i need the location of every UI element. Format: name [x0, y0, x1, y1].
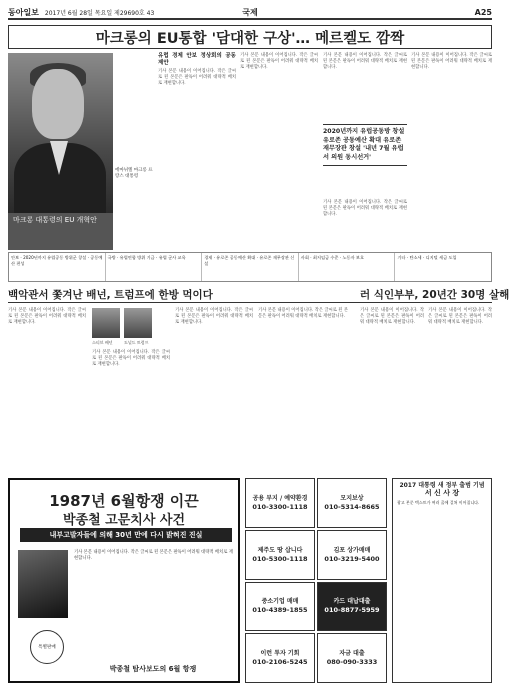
policy-cell: 경제 · 유로존 공동예산 확대 · 유로존 재무장관 신설	[202, 253, 299, 281]
book-cover-image	[18, 550, 68, 618]
trump-photo	[124, 308, 152, 338]
policy-cell: 사회 · 최저임금 수준 · 노동자 보호	[299, 253, 396, 281]
bannon-caption: 스티브 배넌	[92, 340, 113, 345]
ad-footer: 박종철 탐사보도의 6월 항쟁	[109, 665, 197, 673]
second-story-col-1: 기사 본문 내용이 이어집니다. 작은 글씨로 된 본문은 판독이 어려워 대략적 배치로 재현합니다.	[8, 308, 86, 325]
ad-phone: 010-5314-8665	[324, 502, 380, 511]
ad-line: 모지보상	[340, 494, 364, 502]
top-story-col-4: 기사 본문 내용이 이어집니다. 작은 글씨로 된 본문은 판독이 어려워 대략적 배치로 재현합니다.	[411, 53, 492, 70]
bannon-photo	[92, 308, 120, 338]
ad-phone: 010-3300-1118	[252, 502, 308, 511]
ad-line: 중소기업 매매	[261, 598, 299, 606]
ad-phone: 080-090-3333	[326, 658, 378, 667]
ad-phone: 010-5300-1118	[252, 554, 308, 563]
classified-ad	[245, 633, 315, 683]
issue-date: 2017년 6월 28일 목요일 제29690호 43	[44, 9, 155, 17]
third-story-col-1: 기사 본문 내용이 이어집니다. 작은 글씨로 된 본문은 판독이 어려워 대략적 배치로 재현합니다.	[360, 308, 424, 325]
top-story-col-3b: 기사 본문 내용이 이어집니다. 작은 글씨로 된 본문은 판독이 어려워 대략적 배치로 재현합니다.	[323, 200, 407, 217]
ad-body-text: 기사 본문 내용이 이어집니다. 작은 글씨로 된 본문은 판독이 어려워 대략적 배치로 재현합니다.	[74, 550, 233, 561]
section-rule	[8, 302, 492, 303]
third-story-col-2: 기사 본문 내용이 이어집니다. 작은 글씨로 된 본문은 판독이 어려워 대략적 배치로 재현합니다.	[428, 308, 492, 325]
ad-line: 카드 대납대출	[333, 598, 371, 606]
page-number: A25	[474, 7, 492, 17]
photo-side-caption: 에마뉘엘 마크롱 프랑스 대통령	[115, 168, 153, 179]
section-label: 국제	[242, 7, 258, 17]
top-story-pullquote: 2020년까지 유럽공동방 창설 유로존 공동예산 확대 유로존 재무장관 창설 '내년 7월 유럽서 의원 동시선거'	[323, 124, 407, 166]
ad-line: 공용 부지 / 예약환경	[252, 494, 308, 502]
ad-phone: 010-2106-5245	[252, 658, 308, 667]
classified-ad	[245, 582, 315, 632]
classified-ads-grid	[245, 478, 387, 683]
policy-cell: 안보 · 2020년까지 유럽공동 방위군 창설 · 공동예산 편성	[9, 253, 106, 281]
notice-body: 광고 본문 텍스트가 여러 줄에 걸쳐 이어집니다.	[397, 500, 480, 505]
photo-caption-box: 마크롱 대통령의 EU 개혁안	[8, 213, 113, 250]
ad-phone: 010-8877-5959	[324, 606, 380, 615]
second-story-col-2: 기사 본문 내용이 이어집니다. 작은 글씨로 된 본문은 판독이 어려워 대략적 배치로 재현합니다.	[92, 350, 170, 367]
ad-stamp: 특별판매	[30, 630, 64, 664]
newspaper-logo: 동아일보	[8, 7, 39, 17]
macron-photo	[8, 53, 113, 213]
notice-title-2: 서 신 사 장	[424, 488, 460, 497]
policy-cell: 국방 · 유럽연합 방위 기금 · 유럽 군사 교육	[106, 253, 203, 281]
classified-ad	[317, 582, 387, 632]
top-story-headline: 마크롱의 EU통합 '담대한 구상'… 메르켈도 깜짝	[8, 25, 492, 49]
top-story-col-2: 기사 본문 내용이 이어집니다. 작은 글씨로 된 본문은 판독이 어려워 대략적 배치로 재현합니다.	[240, 53, 318, 70]
notice-title: 2017 대통령 새 정부 출범 기념	[399, 482, 485, 489]
policy-table	[8, 252, 492, 282]
classified-ad	[245, 530, 315, 580]
classified-ad	[317, 530, 387, 580]
notice-advertisement	[392, 478, 492, 683]
ad-title: 1987년 6월항쟁 이끈	[49, 492, 199, 510]
ad-line: 자금 대출	[339, 650, 365, 658]
top-story-col-1: 유럽 경제 안보 정상회의 공동 제안 기사 본문 내용이 이어집니다. 작은 글씨로 된 본문은 판독이 어려워 대략적 배치로 재현합니다.	[158, 53, 236, 86]
classified-ad	[317, 478, 387, 528]
classified-ad	[245, 478, 315, 528]
third-story-headline: 러 식인부부, 20년간 30명 살해	[360, 289, 509, 301]
trump-caption: 도널드 트럼프	[124, 340, 149, 345]
ad-line: 김포 상가매매	[333, 546, 371, 554]
policy-cell: 기타 · 탄소세 · 디지털 세금 도입	[397, 255, 457, 260]
second-story-col-3: 기사 본문 내용이 이어집니다. 작은 글씨로 된 본문은 판독이 어려워 대략적 배치로 재현합니다.	[175, 308, 253, 325]
ad-line: 이런 투자 기회	[260, 650, 300, 658]
ad-phone: 010-4389-1855	[252, 606, 308, 615]
classified-ad	[317, 633, 387, 683]
ad-phone: 010-3219-5400	[324, 554, 380, 563]
top-story-col-3: 기사 본문 내용이 이어집니다. 작은 글씨로 된 본문은 판독이 어려워 대략적 배치로 재현합니다.	[323, 53, 407, 70]
ad-line: 제주도 땅 삽니다	[257, 546, 303, 554]
ad-title-2: 박종철 고문치사 사건	[62, 513, 186, 528]
masthead	[8, 6, 492, 20]
book-advertisement	[8, 478, 240, 683]
second-story-col-4: 기사 본문 내용이 이어집니다. 작은 글씨로 된 본문은 판독이 어려워 대략적 배치로 재현합니다.	[258, 308, 348, 319]
ad-subtitle: 내부고발자들에 의해 30년 만에 다시 밝혀진 진실	[20, 528, 232, 542]
top-story-subhead: 유럽 경제 안보 정상회의 공동 제안	[158, 53, 236, 66]
second-story-headline: 백악관서 쫓겨난 배넌, 트럼프에 한방 먹이다	[8, 289, 213, 301]
